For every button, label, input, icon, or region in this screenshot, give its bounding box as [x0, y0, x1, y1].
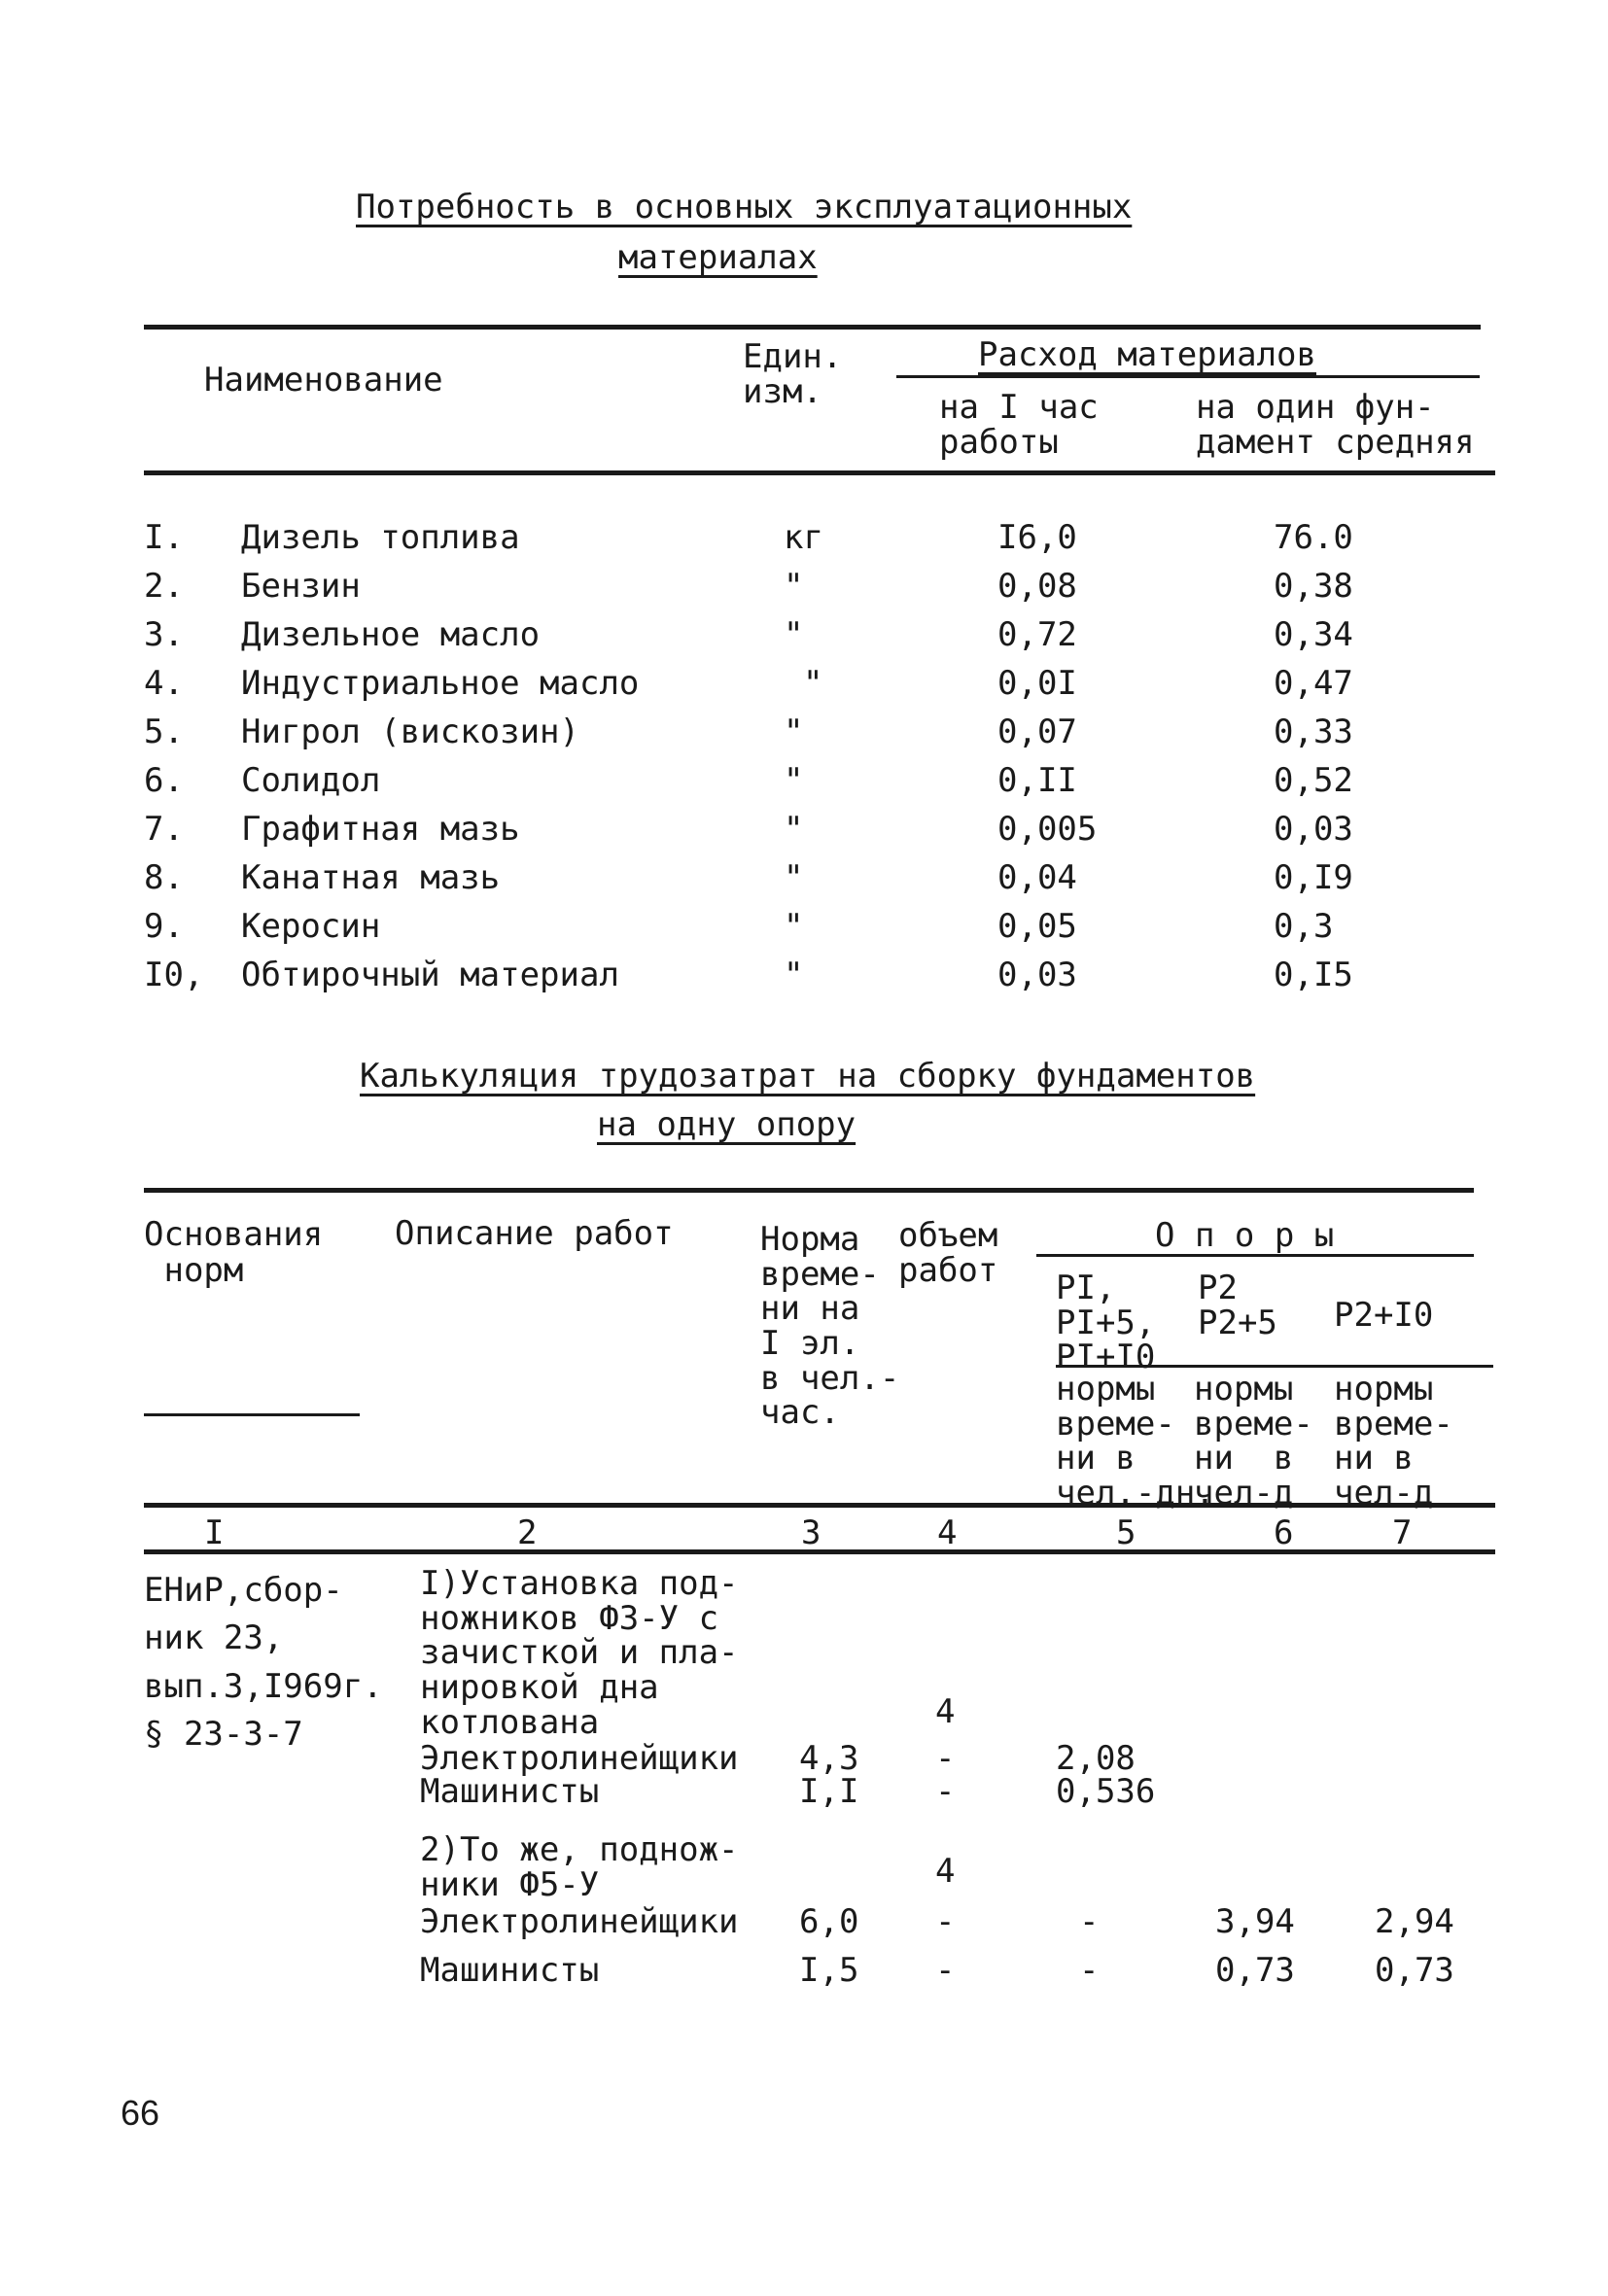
header-supports: О п о р ы	[1155, 1216, 1335, 1255]
per-hour-value: 0,07	[997, 713, 1077, 751]
p1-value: 0,536	[1056, 1772, 1156, 1811]
basis-reference: ЕНиР,сбор- ник 23, вып.3,I969г. § 23-3-7	[144, 1571, 383, 1754]
materials-title-line1: Потребность в основных эксплуатационных	[356, 188, 1133, 226]
consumption-rule	[896, 375, 1480, 378]
per-foundation-value: 0,34	[1274, 615, 1353, 654]
row-number: 5.	[144, 713, 184, 751]
material-name: Индустриальное масло	[241, 664, 640, 703]
header-norms-col7: нормы време- ни в чел-д	[1334, 1370, 1453, 1513]
material-unit: "	[803, 664, 823, 703]
norm-value: I,I	[799, 1772, 859, 1811]
worker-category: Машинисты	[420, 1951, 600, 1990]
material-unit: "	[784, 810, 804, 849]
row-number: 2.	[144, 567, 184, 606]
column-number: 4	[937, 1513, 958, 1552]
header-consumption: Расход материалов	[978, 335, 1316, 374]
header-basis: Основания норм	[144, 1215, 324, 1290]
per-hour-value: 0,05	[997, 907, 1077, 946]
header-volume: объем работ	[898, 1216, 998, 1290]
header-p2-10: P2+I0	[1334, 1296, 1434, 1335]
subheader-rule	[1056, 1365, 1493, 1368]
per-hour-value: 0,72	[997, 615, 1077, 654]
item2-volume: 4	[935, 1852, 956, 1891]
per-foundation-value: 0,3	[1274, 907, 1334, 946]
header-unit: Един. изм.	[743, 337, 843, 411]
material-name: Керосин	[241, 907, 381, 946]
per-hour-value: 0,005	[997, 810, 1098, 849]
per-hour-value: 0,08	[997, 567, 1077, 606]
p2-10-value: 0,73	[1375, 1951, 1454, 1990]
row-number: 4.	[144, 664, 184, 703]
labor-title-line1: Калькуляция трудозатрат на сборку фундаментов	[360, 1057, 1256, 1096]
item2-description: 2)То же, поднож- ники Ф5-У	[420, 1830, 739, 1904]
labor-title-line2: на одну опору	[597, 1105, 856, 1144]
material-name: Графитная мазь	[241, 810, 520, 849]
p1-value: -	[1079, 1951, 1100, 1990]
header-norms-col5: нормы време- ни в чел.-дн.	[1056, 1370, 1215, 1513]
p2-value: 0,73	[1215, 1951, 1295, 1990]
header-norm: Норма време- ни на I эл. в чел.- час.	[760, 1220, 900, 1433]
worker-category: Машинисты	[420, 1772, 600, 1811]
per-foundation-value: 0,33	[1274, 713, 1353, 751]
p2-10-value: 2,94	[1375, 1902, 1454, 1941]
p1-value: -	[1079, 1902, 1100, 1941]
per-hour-value: 0,II	[997, 761, 1077, 800]
worker-category: Электролинейщики	[420, 1739, 739, 1778]
header-p2: P2 P2+5	[1198, 1269, 1277, 1342]
material-name: Бензин	[241, 567, 361, 606]
header-per-foundation: на один фун- дамент средняя	[1196, 388, 1475, 462]
page-number: 66	[121, 2093, 160, 2133]
per-foundation-value: 0,I5	[1274, 956, 1353, 994]
per-foundation-value: 0,38	[1274, 567, 1353, 606]
header-description: Описание работ	[395, 1214, 674, 1253]
column-numbers-rule	[144, 1549, 1495, 1554]
material-unit: "	[784, 858, 804, 897]
header-name: Наименование	[204, 361, 443, 400]
norm-value: I,5	[799, 1951, 859, 1990]
per-foundation-value: 0,47	[1274, 664, 1353, 703]
basis-short-rule	[144, 1413, 360, 1416]
labor-header-rule	[144, 1503, 1495, 1508]
p2-value: 3,94	[1215, 1902, 1295, 1941]
row-number: 3.	[144, 615, 184, 654]
material-unit: "	[784, 907, 804, 946]
materials-top-rule	[144, 325, 1481, 330]
item1-description: I)Установка под- ножников Ф3-У с зачисткой и пла- нировкой дна котлована	[420, 1564, 739, 1742]
per-foundation-value: 76.0	[1274, 518, 1353, 557]
row-number: I.	[144, 518, 184, 557]
column-number: 7	[1392, 1513, 1413, 1552]
material-name: Нигрол (вискозин)	[241, 713, 579, 751]
material-unit: "	[784, 567, 804, 606]
header-norms-col6: нормы време- ни в чел-д	[1194, 1370, 1313, 1513]
p1-value: 2,08	[1056, 1739, 1136, 1778]
material-name: Солидол	[241, 761, 381, 800]
column-number: 5	[1116, 1513, 1136, 1552]
norm-value: 6,0	[799, 1902, 859, 1941]
row-number: 7.	[144, 810, 184, 849]
material-name: Дизельное масло	[241, 615, 541, 654]
column-number: 6	[1274, 1513, 1294, 1552]
row-number: I0,	[144, 956, 204, 994]
worker-category: Электролинейщики	[420, 1902, 739, 1941]
per-hour-value: 0,04	[997, 858, 1077, 897]
header-per-hour: на I час работы	[939, 388, 1099, 462]
item1-volume: 4	[935, 1692, 956, 1731]
volume-value: -	[935, 1739, 956, 1778]
material-unit: кг	[784, 518, 823, 557]
per-hour-value: 0,03	[997, 956, 1077, 994]
norm-value: 4,3	[799, 1739, 859, 1778]
per-foundation-value: 0,03	[1274, 810, 1353, 849]
per-foundation-value: 0,I9	[1274, 858, 1353, 897]
header-p1: PI, PI+5, PI+I0	[1056, 1269, 1156, 1377]
column-number: I	[204, 1513, 225, 1552]
materials-header-rule	[144, 470, 1495, 475]
supports-rule	[1036, 1254, 1474, 1257]
volume-value: -	[935, 1772, 956, 1811]
material-unit: "	[784, 713, 804, 751]
column-number: 2	[517, 1513, 538, 1552]
per-hour-value: 0,0I	[997, 664, 1077, 703]
material-name: Обтирочный материал	[241, 956, 619, 994]
column-number: 3	[801, 1513, 821, 1552]
per-hour-value: I6,0	[997, 518, 1077, 557]
material-name: Канатная мазь	[241, 858, 501, 897]
row-number: 9.	[144, 907, 184, 946]
labor-top-rule	[144, 1188, 1474, 1193]
material-unit: "	[784, 956, 804, 994]
per-foundation-value: 0,52	[1274, 761, 1353, 800]
row-number: 8.	[144, 858, 184, 897]
materials-title-line2: материалах	[618, 238, 818, 277]
material-unit: "	[784, 615, 804, 654]
material-name: Дизель топлива	[241, 518, 520, 557]
material-unit: "	[784, 761, 804, 800]
row-number: 6.	[144, 761, 184, 800]
volume-value: -	[935, 1902, 956, 1941]
volume-value: -	[935, 1951, 956, 1990]
